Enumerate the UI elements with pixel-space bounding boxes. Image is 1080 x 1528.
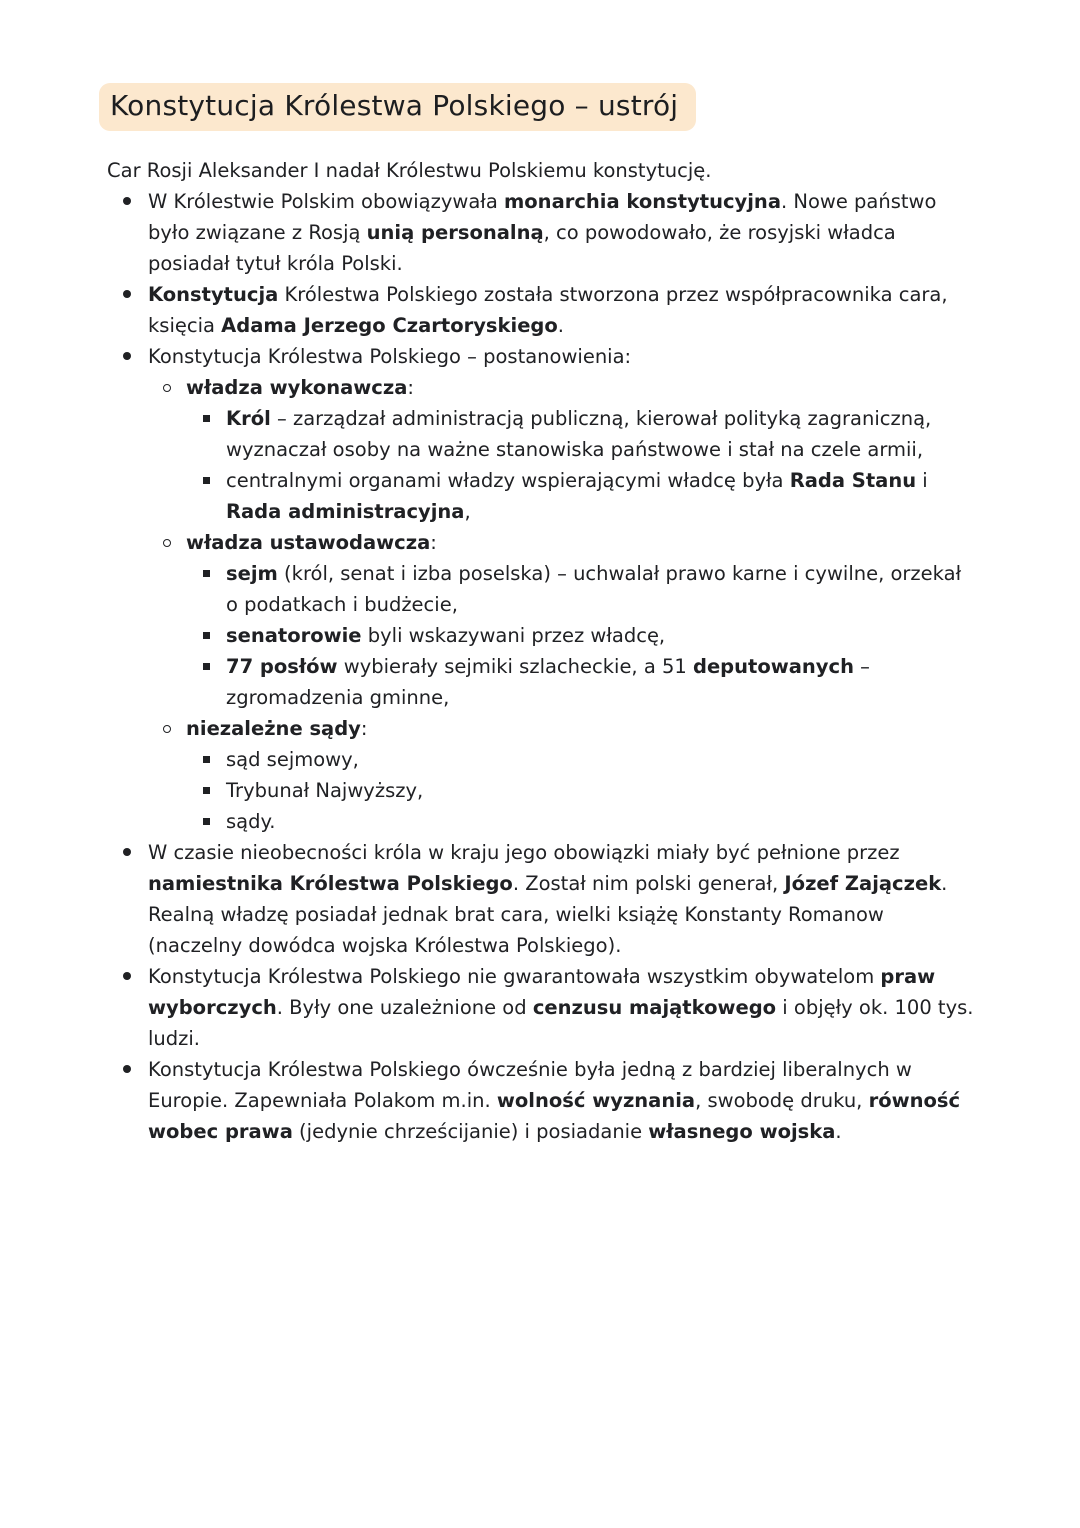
page-title: Konstytucja Królestwa Polskiego – ustrój xyxy=(99,83,696,131)
list-item xyxy=(107,961,977,1054)
list-item xyxy=(107,403,977,465)
square-bullet-icon xyxy=(203,756,210,763)
list-item xyxy=(107,744,977,775)
disc-bullet-icon xyxy=(123,972,131,980)
list-item-text: sąd sejmowy, xyxy=(226,748,359,771)
list-item-text: centralnymi organami władzy wspierającymi władcę była Rada Stanu i Rada administracyjna, xyxy=(226,469,928,523)
list-item xyxy=(107,186,977,279)
list-item xyxy=(107,837,977,961)
list-item-text: W Królestwie Polskim obowiązywała monarchia konstytucyjna. Nowe państwo było związane z Rosją unią personalną, co powodowało, że rosyjski władca posiadał tytuł króla Polski. xyxy=(148,190,937,275)
list-item xyxy=(107,1054,977,1147)
circle-bullet-icon xyxy=(163,384,171,392)
bullet-list xyxy=(107,186,977,1147)
disc-bullet-icon xyxy=(123,352,131,360)
list-item-text: Konstytucja Królestwa Polskiego – postanowienia: xyxy=(148,345,632,368)
list-item-text: Konstytucja Królestwa Polskiego ówcześnie była jedną z bardziej liberalnych w Europie. Zapewniała Polakom m.in. wolność wyznania, swobodę druku, równość wobec prawa (jedynie chrześcijanie) i posiadanie własnego wojska. xyxy=(148,1058,961,1143)
list-item-text: sądy. xyxy=(226,810,276,833)
list-item xyxy=(107,279,977,341)
list-item-text: Trybunał Najwyższy, xyxy=(226,779,424,802)
list-item-text: sejm (król, senat i izba poselska) – uchwalał prawo karne i cywilne, orzekał o podatkach i budżecie, xyxy=(226,562,962,616)
list-item xyxy=(107,465,977,527)
disc-bullet-icon xyxy=(123,197,131,205)
list-item-text: W czasie nieobecności króla w kraju jego obowiązki miały być pełnione przez namiestnika Królestwa Polskiego. Został nim polski generał, Józef Zajączek. Realną władzę posiadał jednak brat cara, wielki książę Konstanty Romanow (naczelny dowódca wojska Królestwa Polskiego). xyxy=(148,841,948,957)
list-item-text: 77 posłów wybierały sejmiki szlacheckie, a 51 deputowanych – zgromadzenia gminne, xyxy=(226,655,870,709)
list-item-text: władza wykonawcza: xyxy=(186,376,414,399)
intro-paragraph: Car Rosji Aleksander I nadał Królestwu Polskiemu konstytucję. xyxy=(107,159,712,182)
disc-bullet-icon xyxy=(123,290,131,298)
circle-bullet-icon xyxy=(163,725,171,733)
square-bullet-icon xyxy=(203,632,210,639)
list-item xyxy=(107,558,977,620)
disc-bullet-icon xyxy=(123,848,131,856)
list-item xyxy=(107,341,977,372)
list-item xyxy=(107,806,977,837)
square-bullet-icon xyxy=(203,477,210,484)
square-bullet-icon xyxy=(203,818,210,825)
square-bullet-icon xyxy=(203,570,210,577)
disc-bullet-icon xyxy=(123,1065,131,1073)
square-bullet-icon xyxy=(203,663,210,670)
list-item xyxy=(107,651,977,713)
list-item-text: senatorowie byli wskazywani przez władcę, xyxy=(226,624,666,647)
list-item xyxy=(107,527,977,558)
list-item-text: Konstytucja Królestwa Polskiego nie gwarantowała wszystkim obywatelom praw wyborczych. Były one uzależnione od cenzusu majątkowego i objęły ok. 100 tys. ludzi. xyxy=(148,965,974,1050)
list-item xyxy=(107,372,977,403)
list-item-text: niezależne sądy: xyxy=(186,717,368,740)
list-item xyxy=(107,713,977,744)
list-item-text: Król – zarządzał administracją publiczną, kierował polityką zagraniczną, wyznaczał osoby na ważne stanowiska państwowe i stał na czele armii, xyxy=(226,407,932,461)
list-item-text: Konstytucja Królestwa Polskiego została stworzona przez współpracownika cara, księcia Adama Jerzego Czartoryskiego. xyxy=(148,283,948,337)
circle-bullet-icon xyxy=(163,539,171,547)
list-item xyxy=(107,620,977,651)
list-item xyxy=(107,775,977,806)
square-bullet-icon xyxy=(203,787,210,794)
square-bullet-icon xyxy=(203,415,210,422)
list-item-text: władza ustawodawcza: xyxy=(186,531,437,554)
